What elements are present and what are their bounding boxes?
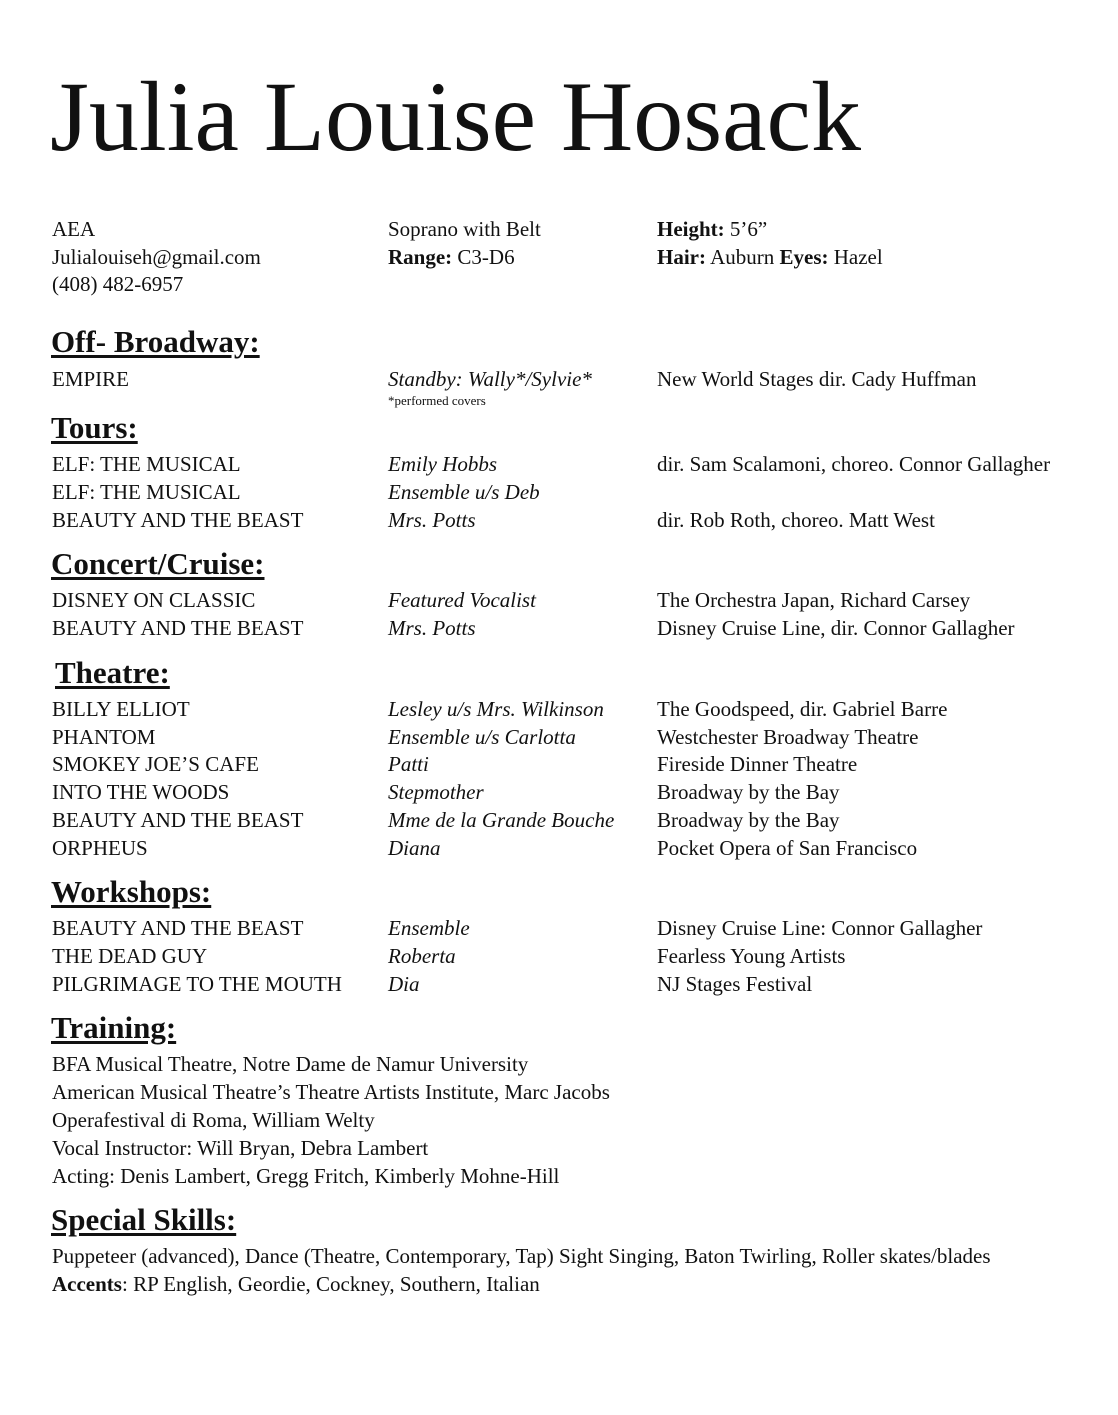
accents-label: Accents [52,1272,122,1296]
height-value: 5’6” [729,217,768,241]
range-value: C3-D6 [457,245,515,269]
credit-show: BEAUTY AND THE BEAST [52,808,304,832]
phone-number: (408) 482-6957 [52,272,184,296]
height [657,215,767,243]
credit-venue: Fearless Young Artists [657,944,846,968]
credit-role: Mrs. Potts [388,616,476,640]
training-line: Vocal Instructor: Will Bryan, Debra Lambert [52,1136,429,1160]
credit-venue: New World Stages dir. Cady Huffman [657,367,977,391]
training-line: American Musical Theatre’s Theatre Artists Institute, Marc Jacobs [52,1080,610,1104]
credit-show: PILGRIMAGE TO THE MOUTH [52,972,342,996]
range-label: Range: [388,245,453,269]
section-tours-title: Tours: [51,410,138,445]
email-address: Julialouiseh@gmail.com [52,245,261,269]
credit-role: Ensemble u/s Carlotta [388,725,576,749]
credit-role: Ensemble [388,916,470,940]
credit-role: Standby: Wally*/Sylvie* [388,367,592,391]
credit-venue: Disney Cruise Line, dir. Connor Gallagher [657,616,1015,640]
credit-venue: Pocket Opera of San Francisco [657,836,918,860]
credit-venue: dir. Rob Roth, choreo. Matt West [657,508,935,532]
section-training-title: Training: [51,1010,177,1045]
height-label: Height: [657,217,725,241]
accents-line [52,1270,540,1298]
eyes-value: Hazel [833,245,883,269]
credit-show: ORPHEUS [52,836,148,860]
training-line: Operafestival di Roma, William Welty [52,1108,375,1132]
credit-show: EMPIRE [52,367,130,391]
credit-venue: Broadway by the Bay [657,808,840,832]
credit-show: ELF: THE MUSICAL [52,480,241,504]
credit-show: BILLY ELLIOT [52,697,190,721]
resume-name: Julia Louise Hosack [50,61,861,172]
section-concert-title: Concert/Cruise: [51,546,265,581]
credit-venue: Westchester Broadway Theatre [657,725,919,749]
credit-show: BEAUTY AND THE BEAST [52,616,304,640]
credit-role: Diana [388,836,441,860]
credit-show: BEAUTY AND THE BEAST [52,508,304,532]
section-theatre-title: Theatre: [55,655,170,690]
credit-venue: Broadway by the Bay [657,780,840,804]
credit-role: Dia [388,972,420,996]
credit-role: Stepmother [388,780,484,804]
credit-venue: NJ Stages Festival [657,972,813,996]
voice-type: Soprano with Belt [388,217,541,241]
credit-role: Featured Vocalist [388,588,536,612]
credit-show: PHANTOM [52,725,156,749]
credit-show: SMOKEY JOE’S CAFE [52,752,259,776]
vocal-range [388,243,515,271]
section-skills-title: Special Skills: [51,1202,237,1237]
hair-value: Auburn [710,245,775,269]
credit-role: Emily Hobbs [388,452,498,476]
credit-role: Patti [388,752,429,776]
hair-label: Hair: [657,245,706,269]
credit-role: Lesley u/s Mrs. Wilkinson [388,697,604,721]
section-off-broadway-title: Off- Broadway: [51,324,260,359]
credit-role: Mrs. Potts [388,508,476,532]
eyes-label: Eyes: [779,245,829,269]
training-line: BFA Musical Theatre, Notre Dame de Namur University [52,1052,529,1076]
credit-show: BEAUTY AND THE BEAST [52,916,304,940]
credit-venue: Disney Cruise Line: Connor Gallagher [657,916,983,940]
performed-covers-note: *performed covers [388,393,486,408]
credit-venue: The Orchestra Japan, Richard Carsey [657,588,971,612]
credit-role: Mme de la Grande Bouche [388,808,615,832]
credit-show: INTO THE WOODS [52,780,230,804]
credit-show: THE DEAD GUY [52,944,208,968]
training-line: Acting: Denis Lambert, Gregg Fritch, Kimberly Mohne-Hill [52,1164,560,1188]
hair-eyes [657,243,883,271]
credit-show: ELF: THE MUSICAL [52,452,241,476]
accents-value: : RP English, Geordie, Cockney, Southern, Italian [121,1272,540,1296]
credit-role: Ensemble u/s Deb [388,480,540,504]
credit-show: DISNEY ON CLASSIC [52,588,256,612]
skills-line: Puppeteer (advanced), Dance (Theatre, Contemporary, Tap) Sight Singing, Baton Twirling, Roller skates/blades [52,1244,991,1268]
credit-venue: dir. Sam Scalamoni, choreo. Connor Gallagher [657,452,1051,476]
credit-venue: The Goodspeed, dir. Gabriel Barre [657,697,948,721]
section-workshops-title: Workshops: [51,874,212,909]
union-affiliation: AEA [52,217,96,241]
credit-venue: Fireside Dinner Theatre [657,752,858,776]
credit-role: Roberta [388,944,456,968]
